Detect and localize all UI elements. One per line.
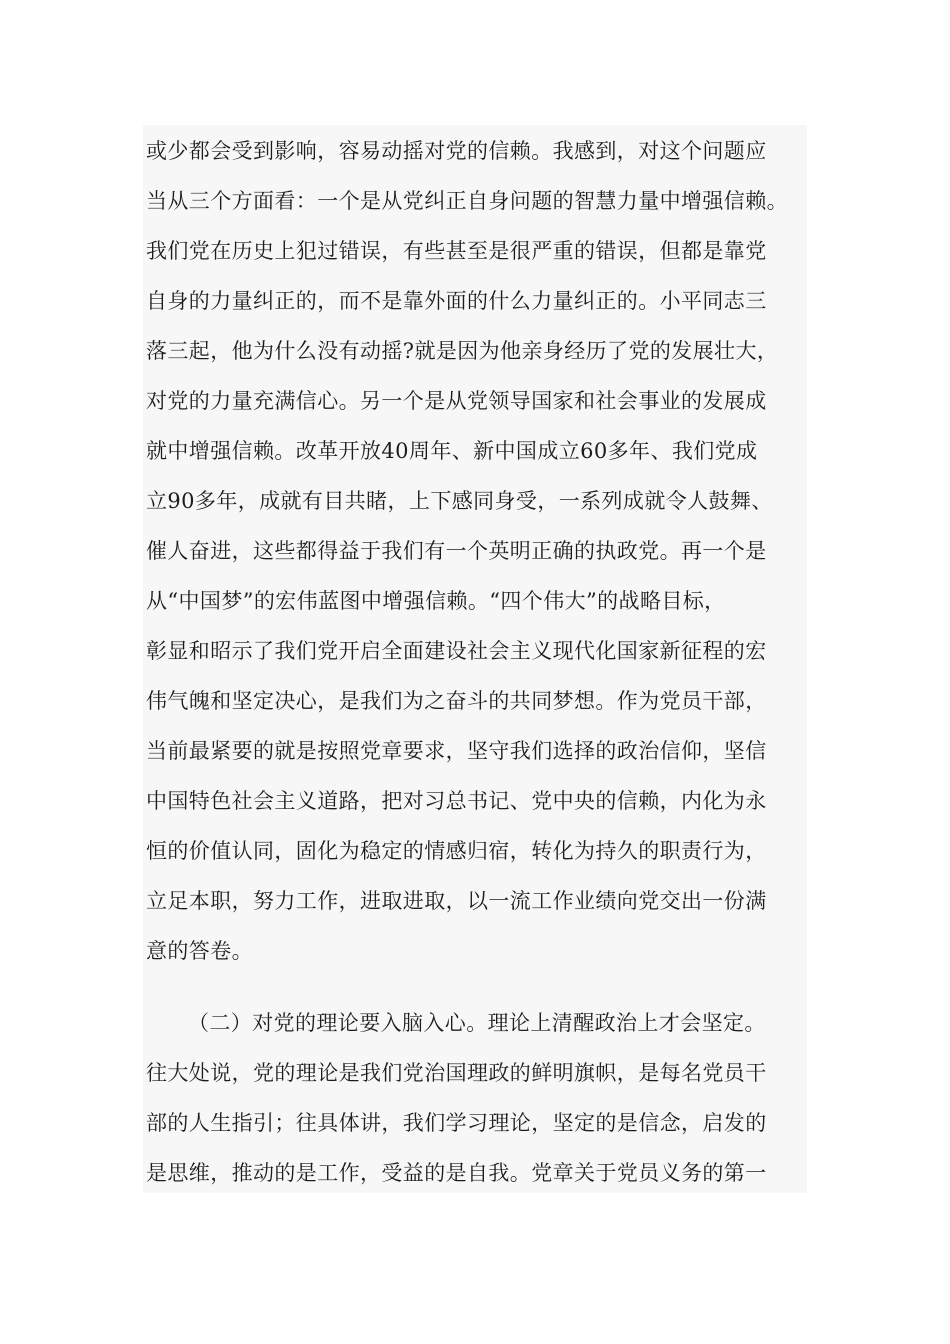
paragraph-2-line-2: 往大处说，党的理论是我们党治国理政的鲜明旗帜，是每名党员干 — [146, 1061, 767, 1085]
paragraph-1-line-14: 中国特色社会主义道路，把对习总书记、党中央的信赖，内化为永 — [146, 789, 767, 813]
paragraph-1-line-7: 就中增强信赖。改革开放40周年、新中国成立60多年、我们党成 — [146, 439, 758, 463]
paragraph-1-line-17: 意的答卷。 — [146, 939, 253, 963]
paragraph-1-line-13: 当前最紧要的就是按照党章要求，坚守我们选择的政治信仰，坚信 — [146, 739, 767, 763]
paragraph-2-line-4: 是思维，推动的是工作，受益的是自我。党章关于党员义务的第一 — [146, 1161, 767, 1185]
paragraph-1-line-10: 从“中国梦”的宏伟蓝图中增强信赖。“四个伟大”的战略目标， — [146, 589, 726, 613]
paragraph-1-line-4: 自身的力量纠正的，而不是靠外面的什么力量纠正的。小平同志三 — [146, 289, 767, 313]
paragraph-2-line-3: 部的人生指引；往具体讲，我们学习理论，坚定的是信念，启发的 — [146, 1111, 767, 1135]
paragraph-1-line-2: 当从三个方面看：一个是从党纠正自身问题的智慧力量中增强信赖。 — [146, 189, 788, 213]
paragraph-1-line-9: 催人奋进，这些都得益于我们有一个英明正确的执政党。再一个是 — [146, 539, 767, 563]
paragraph-1-line-8: 立90多年，成就有目共睹，上下感同身受，一系列成就令人鼓舞、 — [146, 489, 773, 513]
paragraph-1-line-16: 立足本职，努力工作，进取进取，以一流工作业绩向党交出一份满 — [146, 889, 767, 913]
paragraph-1-line-11: 彰显和昭示了我们党开启全面建设社会主义现代化国家新征程的宏 — [146, 639, 767, 663]
paragraph-1-line-1: 或少都会受到影响，容易动摇对党的信赖。我感到，对这个问题应 — [146, 139, 767, 163]
paragraph-1-line-15: 恒的价值认同，固化为稳定的情感归宿，转化为持久的职责行为， — [146, 839, 767, 863]
paragraph-1-line-5: 落三起，他为什么没有动摇?就是因为他亲身经历了党的发展壮大， — [146, 339, 779, 363]
paragraph-1-line-12: 伟气魄和坚定决心，是我们为之奋斗的共同梦想。作为党员干部， — [146, 689, 767, 713]
paragraph-1-line-3: 我们党在历史上犯过错误，有些甚至是很严重的错误，但都是靠党 — [146, 239, 767, 263]
paragraph-1-line-6: 对党的力量充满信心。另一个是从党领导国家和社会事业的发展成 — [146, 389, 767, 413]
paragraph-2-line-1: （二）对党的理论要入脑入心。理论上清醒政治上才会坚定。 — [188, 1011, 766, 1035]
